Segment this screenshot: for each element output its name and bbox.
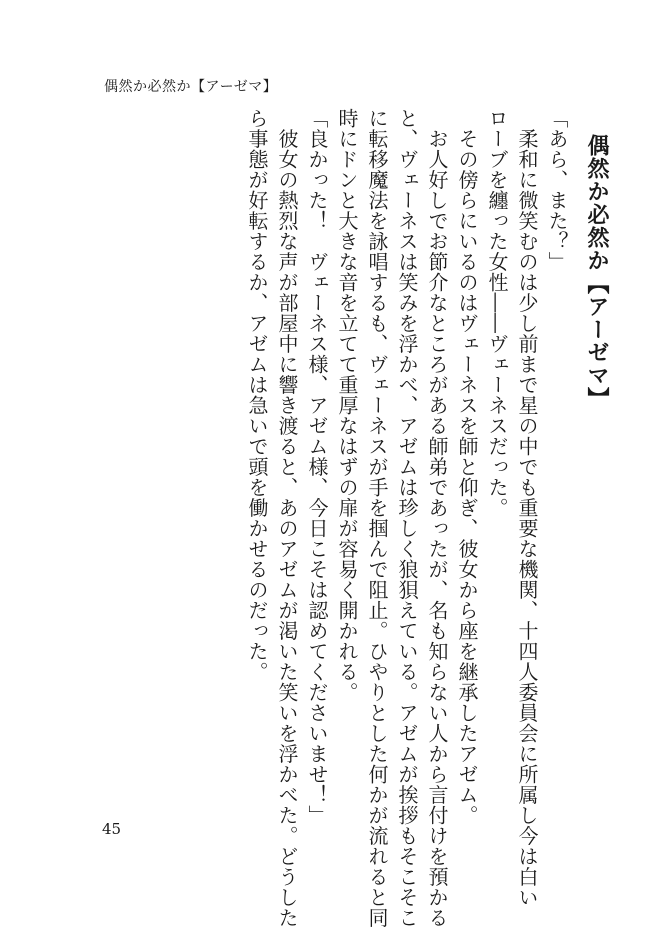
chapter-title: 偶然か必然か【アーゼマ】 [584,134,610,410]
text-column: ら事態が好転するか、アゼムは急いで頭を働かせるのだった。 [245,108,269,682]
running-header: 偶然か必然か【アーゼマ】 [104,79,278,95]
body-text [242,108,612,928]
text-column: 「良かった！ ヴェーネス様、アゼム様、今日こそは認めてくださいませ！」 [305,108,329,826]
text-column: と、ヴェーネスは笑みを浮かべ、アゼムは珍しく狼狽えている。アゼムが挨拶もそこそこ [395,108,419,928]
page-number: 45 [102,820,122,838]
text-column: その傍らにいるのはヴェーネスを師と仰ぎ、彼女から座を継承したアゼム。 [455,108,479,826]
text-column: ローブを纏った女性――ヴェーネスだった。 [485,108,509,518]
text-column: 彼女の熱烈な声が部屋中に響き渡ると、あのアゼムが渇いた笑いを浮かべた。どうした [275,108,299,928]
text-column: 柔和に微笑むのは少し前まで星の中でも重要な機関、十四人委員会に所属し今は白い [515,108,539,908]
text-column: 「あら、また？」 [545,108,569,272]
text-column: に転移魔法を詠唱するも、ヴェーネスが手を掴んで阻止。ひやりとした何かが流れると同 [365,108,389,928]
text-column: お人好しでお節介なところがある師弟であったが、名も知らない人から言付けを預かる [425,108,449,928]
text-column: 時にドンと大きな音を立てて重厚なはずの扉が容易く開かれる。 [335,108,359,703]
